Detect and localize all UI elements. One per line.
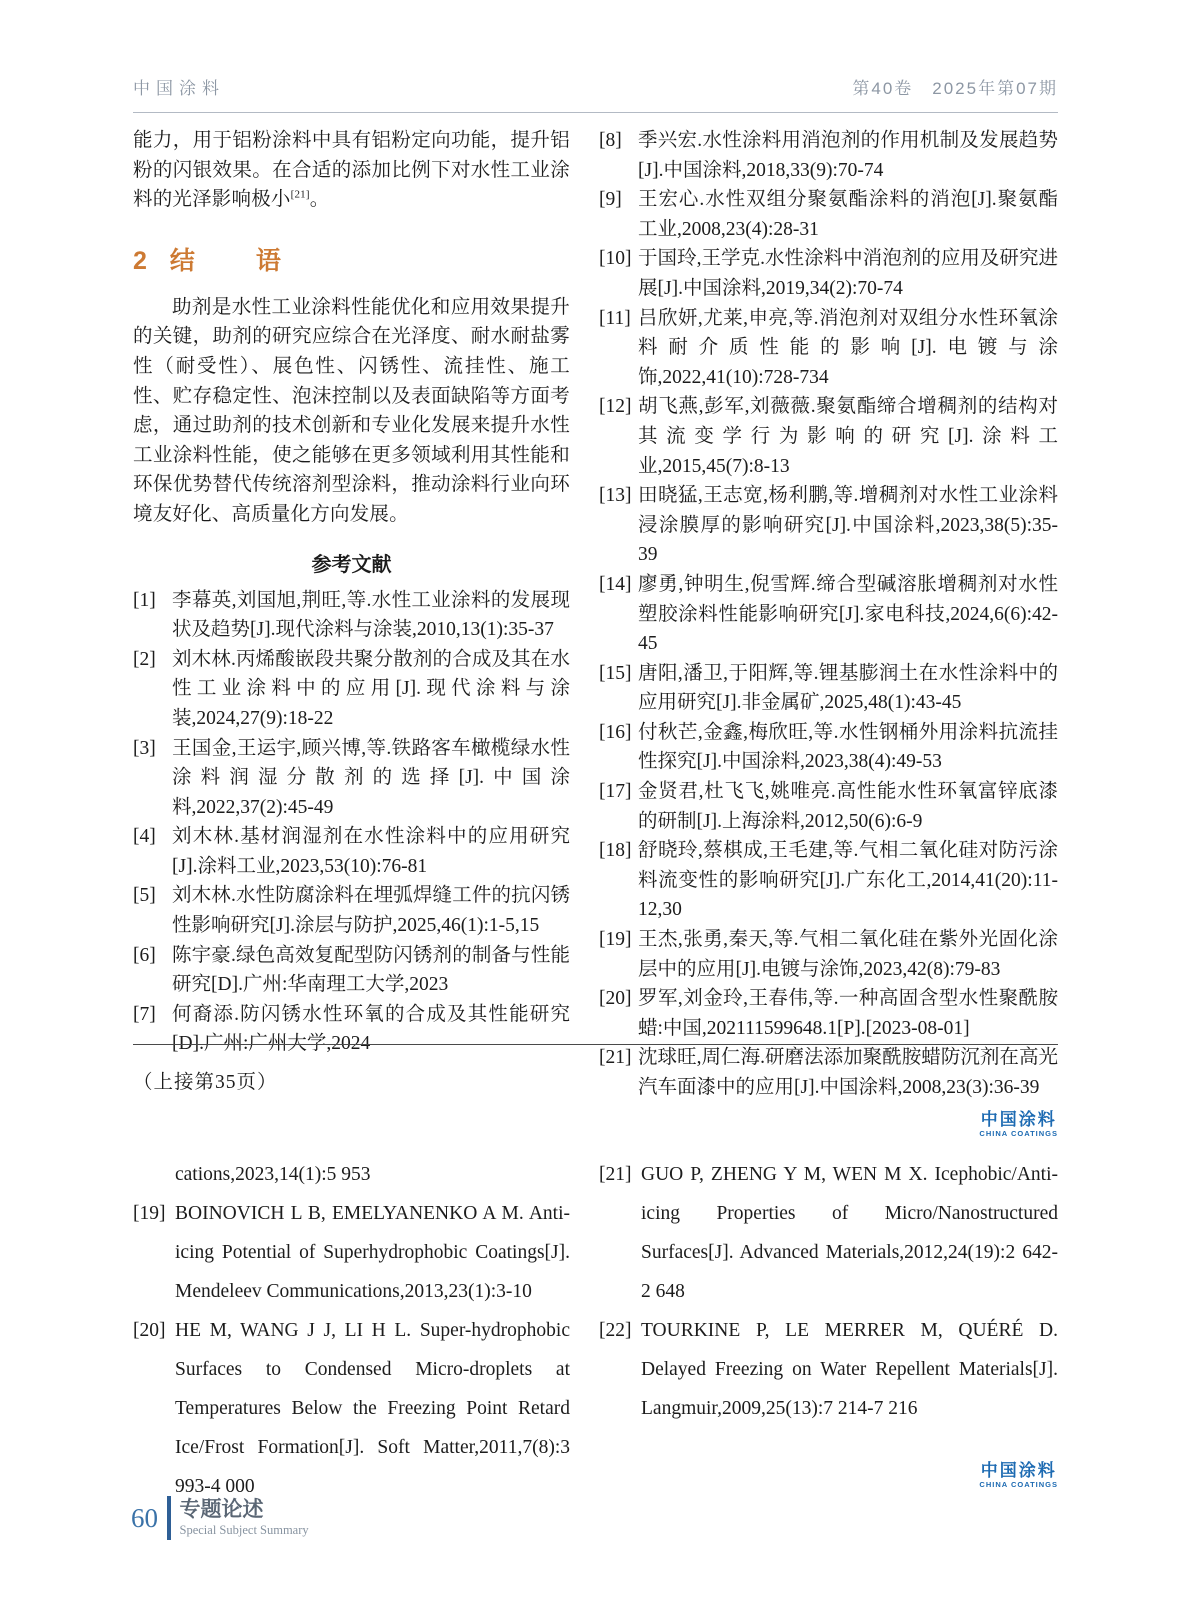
- china-coatings-logo: [979, 1111, 1058, 1138]
- reference-text: 罗军,刘金玲,王春伟,等.一种高固含型水性聚酰胺蜡:中国,202111599648.1[P].[2023-08-01]: [638, 988, 1058, 1039]
- reference-item: [599, 570, 1058, 659]
- china-coatings-logo: [979, 1462, 1058, 1489]
- reference-item: [599, 718, 1058, 777]
- top-left-column: [133, 126, 570, 1059]
- reference-text: 王杰,张勇,秦天,等.气相二氧化硅在紫外光固化涂层中的应用[J].电镀与涂饰,2023,42(8):79-83: [638, 929, 1058, 980]
- reference-text: 胡飞燕,彭军,刘薇薇.聚氨酯缔合增稠剂的结构对其流变学行为影响的研究[J].涂料工业,2015,45(7):8-13: [638, 396, 1058, 477]
- reference-text: 季兴宏.水性涂料用消泡剂的作用机制及发展趋势[J].中国涂料,2018,33(9):70-74: [638, 130, 1058, 181]
- page-header: [133, 74, 1058, 113]
- reference-text: cations,2023,14(1):5 953: [175, 1164, 371, 1185]
- reference-text: 于国玲,王学克.水性涂料中消泡剂的应用及研究进展[J].中国涂料,2019,34(2):70-74: [638, 248, 1058, 299]
- reference-number: [14]: [599, 573, 632, 595]
- reference-text: 付秋芒,金鑫,梅欣旺,等.水性钢桶外用涂料抗流挂性探究[J].中国涂料,2023,38(4):49-53: [638, 721, 1058, 773]
- reference-number: [13]: [599, 485, 632, 507]
- reference-number: [12]: [599, 396, 632, 418]
- reference-item: [599, 392, 1058, 481]
- section-number: 2: [133, 246, 148, 275]
- reference-item: [599, 659, 1058, 718]
- journal-name: 中国涂料: [133, 79, 225, 98]
- reference-item: [599, 1043, 1058, 1102]
- reference-number: [11]: [599, 307, 631, 329]
- reference-text: 舒晓玲,蔡棋成,王毛建,等.气相二氧化硅对防污涂料流变性的影响研究[J].广东化工,2014,41(20):11-12,30: [638, 840, 1058, 921]
- reference-item: [599, 1311, 1058, 1428]
- reference-text: BOINOVICH L B, EMELYANENKO A M. Anti-icing Potential of Superhydrophobic Coatings[J]. Mendeleev Communications,2013,23(1):3-10: [175, 1203, 570, 1302]
- reference-item: [599, 925, 1058, 984]
- reference-item: [133, 586, 570, 645]
- reference-text: 金贤君,杜飞飞,姚唯亮.高性能水性环氧富锌底漆的研制[J].上海涂料,2012,50(6):6-9: [638, 781, 1058, 832]
- reference-text: 沈球旺,周仁海.研磨法添加聚酰胺蜡防沉剂在高光汽车面漆中的应用[J].中国涂料,2008,23(3):36-39: [638, 1047, 1058, 1098]
- reference-number: [2]: [133, 648, 156, 670]
- continued-from-note: （上接第35页）: [133, 1072, 278, 1093]
- reference-number: [3]: [133, 737, 156, 759]
- reference-number: [21]: [599, 1164, 632, 1185]
- reference-text: 何裔添.防闪锈水性环氧的合成及其性能研究[D].广州:广州大学,2024: [172, 1003, 570, 1055]
- reference-number: [4]: [133, 826, 156, 848]
- references-title: 参考文献: [311, 553, 392, 576]
- bottom-right-column: [599, 1155, 1058, 1492]
- reference-number: [5]: [133, 885, 156, 907]
- footer-section-english: Special Subject Summary: [179, 1523, 309, 1537]
- section-heading: [133, 241, 570, 277]
- reference-number: [7]: [133, 1003, 156, 1025]
- reference-text: 田晓猛,王志宽,杨利鹏,等.增稠剂对水性工业涂料浸涂膜厚的影响研究[J].中国涂料,2023,38(5):35-39: [638, 485, 1058, 566]
- reference-item: [599, 984, 1058, 1043]
- logo-english-text: CHINA COATINGS: [979, 1480, 1058, 1489]
- reference-item: [599, 481, 1058, 570]
- reference-item: [599, 836, 1058, 925]
- reference-number: [16]: [599, 721, 632, 743]
- reference-item: [133, 822, 570, 881]
- top-right-column: [599, 126, 1058, 1141]
- reference-text: 吕欣妍,尤莱,申亮,等.消泡剂对双组分水性环氧涂料耐介质性能的影响[J].电镀与涂饰,2022,41(10):728-734: [638, 307, 1058, 388]
- reference-number: [6]: [133, 944, 156, 966]
- reference-item: [133, 1194, 570, 1311]
- page-number: 60: [131, 1503, 158, 1533]
- intro-text-end: 。: [309, 189, 330, 211]
- intro-paragraph: [133, 126, 570, 215]
- reference-number: [19]: [133, 1203, 166, 1224]
- reference-number: [22]: [599, 1320, 632, 1341]
- reference-text: 刘木林.丙烯酸嵌段共聚分散剂的合成及其在水性工业涂料中的应用[J].现代涂料与涂装,2024,27(9):18-22: [172, 648, 570, 729]
- reference-number: [15]: [599, 662, 632, 684]
- footer-section-chinese: 专题论述: [179, 1498, 264, 1521]
- reference-number: [18]: [599, 840, 632, 862]
- reference-text: 王宏心.水性双组分聚氨酯涂料的消泡[J].聚氨酯工业,2008,23(4):28-31: [638, 189, 1058, 240]
- page-footer: [131, 1494, 309, 1542]
- bottom-left-column: [133, 1155, 570, 1506]
- reference-number: [8]: [599, 130, 622, 151]
- reference-item: [133, 941, 570, 1000]
- reference-number: [10]: [599, 248, 632, 270]
- volume-issue: 第40卷 2025年第07期: [852, 79, 1058, 98]
- reference-text: TOURKINE P, LE MERRER M, QUÉRÉ D. Delayed Freezing on Water Repellent Materials[J]. Langmuir,2009,25(13):7 214-7 216: [641, 1320, 1058, 1419]
- reference-text: 廖勇,钟明生,倪雪辉.缔合型碱溶胀增稠剂对水性塑胶涂料性能影响研究[J].家电科技,2024,6(6):42-45: [638, 573, 1058, 655]
- reference-item: [599, 126, 1058, 185]
- reference-item: [599, 304, 1058, 393]
- section-divider: [133, 1044, 1058, 1045]
- reference-text: 陈宇豪.绿色高效复配型防闪锈剂的制备与性能研究[D].广州:华南理工大学,2023: [172, 944, 570, 996]
- logo-chinese-text: 中国涂料: [980, 1109, 1057, 1129]
- reference-item: [133, 881, 570, 940]
- logo-english-text: CHINA COATINGS: [979, 1128, 1058, 1138]
- conclusion-paragraph: 助剂是水性工业涂料性能优化和应用效果提升的关键，助剂的研究应综合在光泽度、耐水耐盐雾性（耐受性）、展色性、闪锈性、流挂性、施工性、贮存稳定性、泡沫控制以及表面缺陷等方面考虑，通过助剂的技术创新和专业化发展来提升水性工业涂料性能，使之能够在更多领域利用其性能和环保优势替代传统溶剂型涂料，推动涂料行业向环境友好化、高质量化方向发展。: [133, 296, 570, 525]
- reference-text: 刘木林.水性防腐涂料在埋弧焊缝工件的抗闪锈性影响研究[J].涂层与防护,2025,46(1):1-5,15: [172, 885, 570, 937]
- reference-item: [599, 1155, 1058, 1311]
- reference-number: [17]: [599, 781, 632, 803]
- reference-text: 唐阳,潘卫,于阳辉,等.锂基膨润土在水性涂料中的应用研究[J].非金属矿,2025,48(1):43-45: [638, 662, 1058, 714]
- reference-number: [19]: [599, 929, 632, 951]
- reference-item: [133, 1155, 570, 1194]
- reference-number: [20]: [133, 1320, 166, 1341]
- reference-item: [133, 734, 570, 823]
- reference-number: [1]: [133, 589, 156, 611]
- section-title: 结 语: [169, 246, 299, 275]
- reference-item: [133, 1000, 570, 1059]
- citation-superscript: [21]: [290, 188, 310, 201]
- reference-number: [21]: [599, 1047, 632, 1069]
- reference-text: GUO P, ZHENG Y M, WEN M X. Icephobic/Anti-icing Properties of Micro/Nanostructured Surfaces[J]. Advanced Materials,2012,24(19):2 642-2 648: [641, 1164, 1058, 1302]
- reference-item: [133, 645, 570, 734]
- reference-number: [9]: [599, 189, 622, 211]
- reference-number: [20]: [599, 988, 632, 1010]
- footer-divider-bar: [167, 1496, 171, 1540]
- intro-text: 能力，用于铝粉涂料中具有铝粉定向功能，提升铝粉的闪银效果。在合适的添加比例下对水性工业涂料的光泽影响极小: [133, 130, 570, 211]
- reference-item: [599, 244, 1058, 303]
- reference-text: HE M, WANG J J, LI H L. Super-hydrophobic Surfaces to Condensed Micro-droplets at Temperatures Below the Freezing Point Retard Ice/Frost Formation[J]. Soft Matter,2011,7(8):3 993-4 000: [175, 1320, 570, 1497]
- reference-text: 王国金,王运宇,顾兴博,等.铁路客车橄榄绿水性涂料润湿分散剂的选择[J].中国涂料,2022,37(2):45-49: [172, 737, 570, 818]
- reference-text: 李幕英,刘国旭,荆旺,等.水性工业涂料的发展现状及趋势[J].现代涂料与涂装,2010,13(1):35-37: [172, 589, 570, 641]
- reference-text: 刘木林.基材润湿剂在水性涂料中的应用研究[J].涂料工业,2023,53(10):76-81: [172, 826, 570, 877]
- logo-chinese-text: 中国涂料: [980, 1461, 1057, 1480]
- reference-item: [133, 1311, 570, 1506]
- reference-item: [599, 185, 1058, 244]
- reference-item: [599, 777, 1058, 836]
